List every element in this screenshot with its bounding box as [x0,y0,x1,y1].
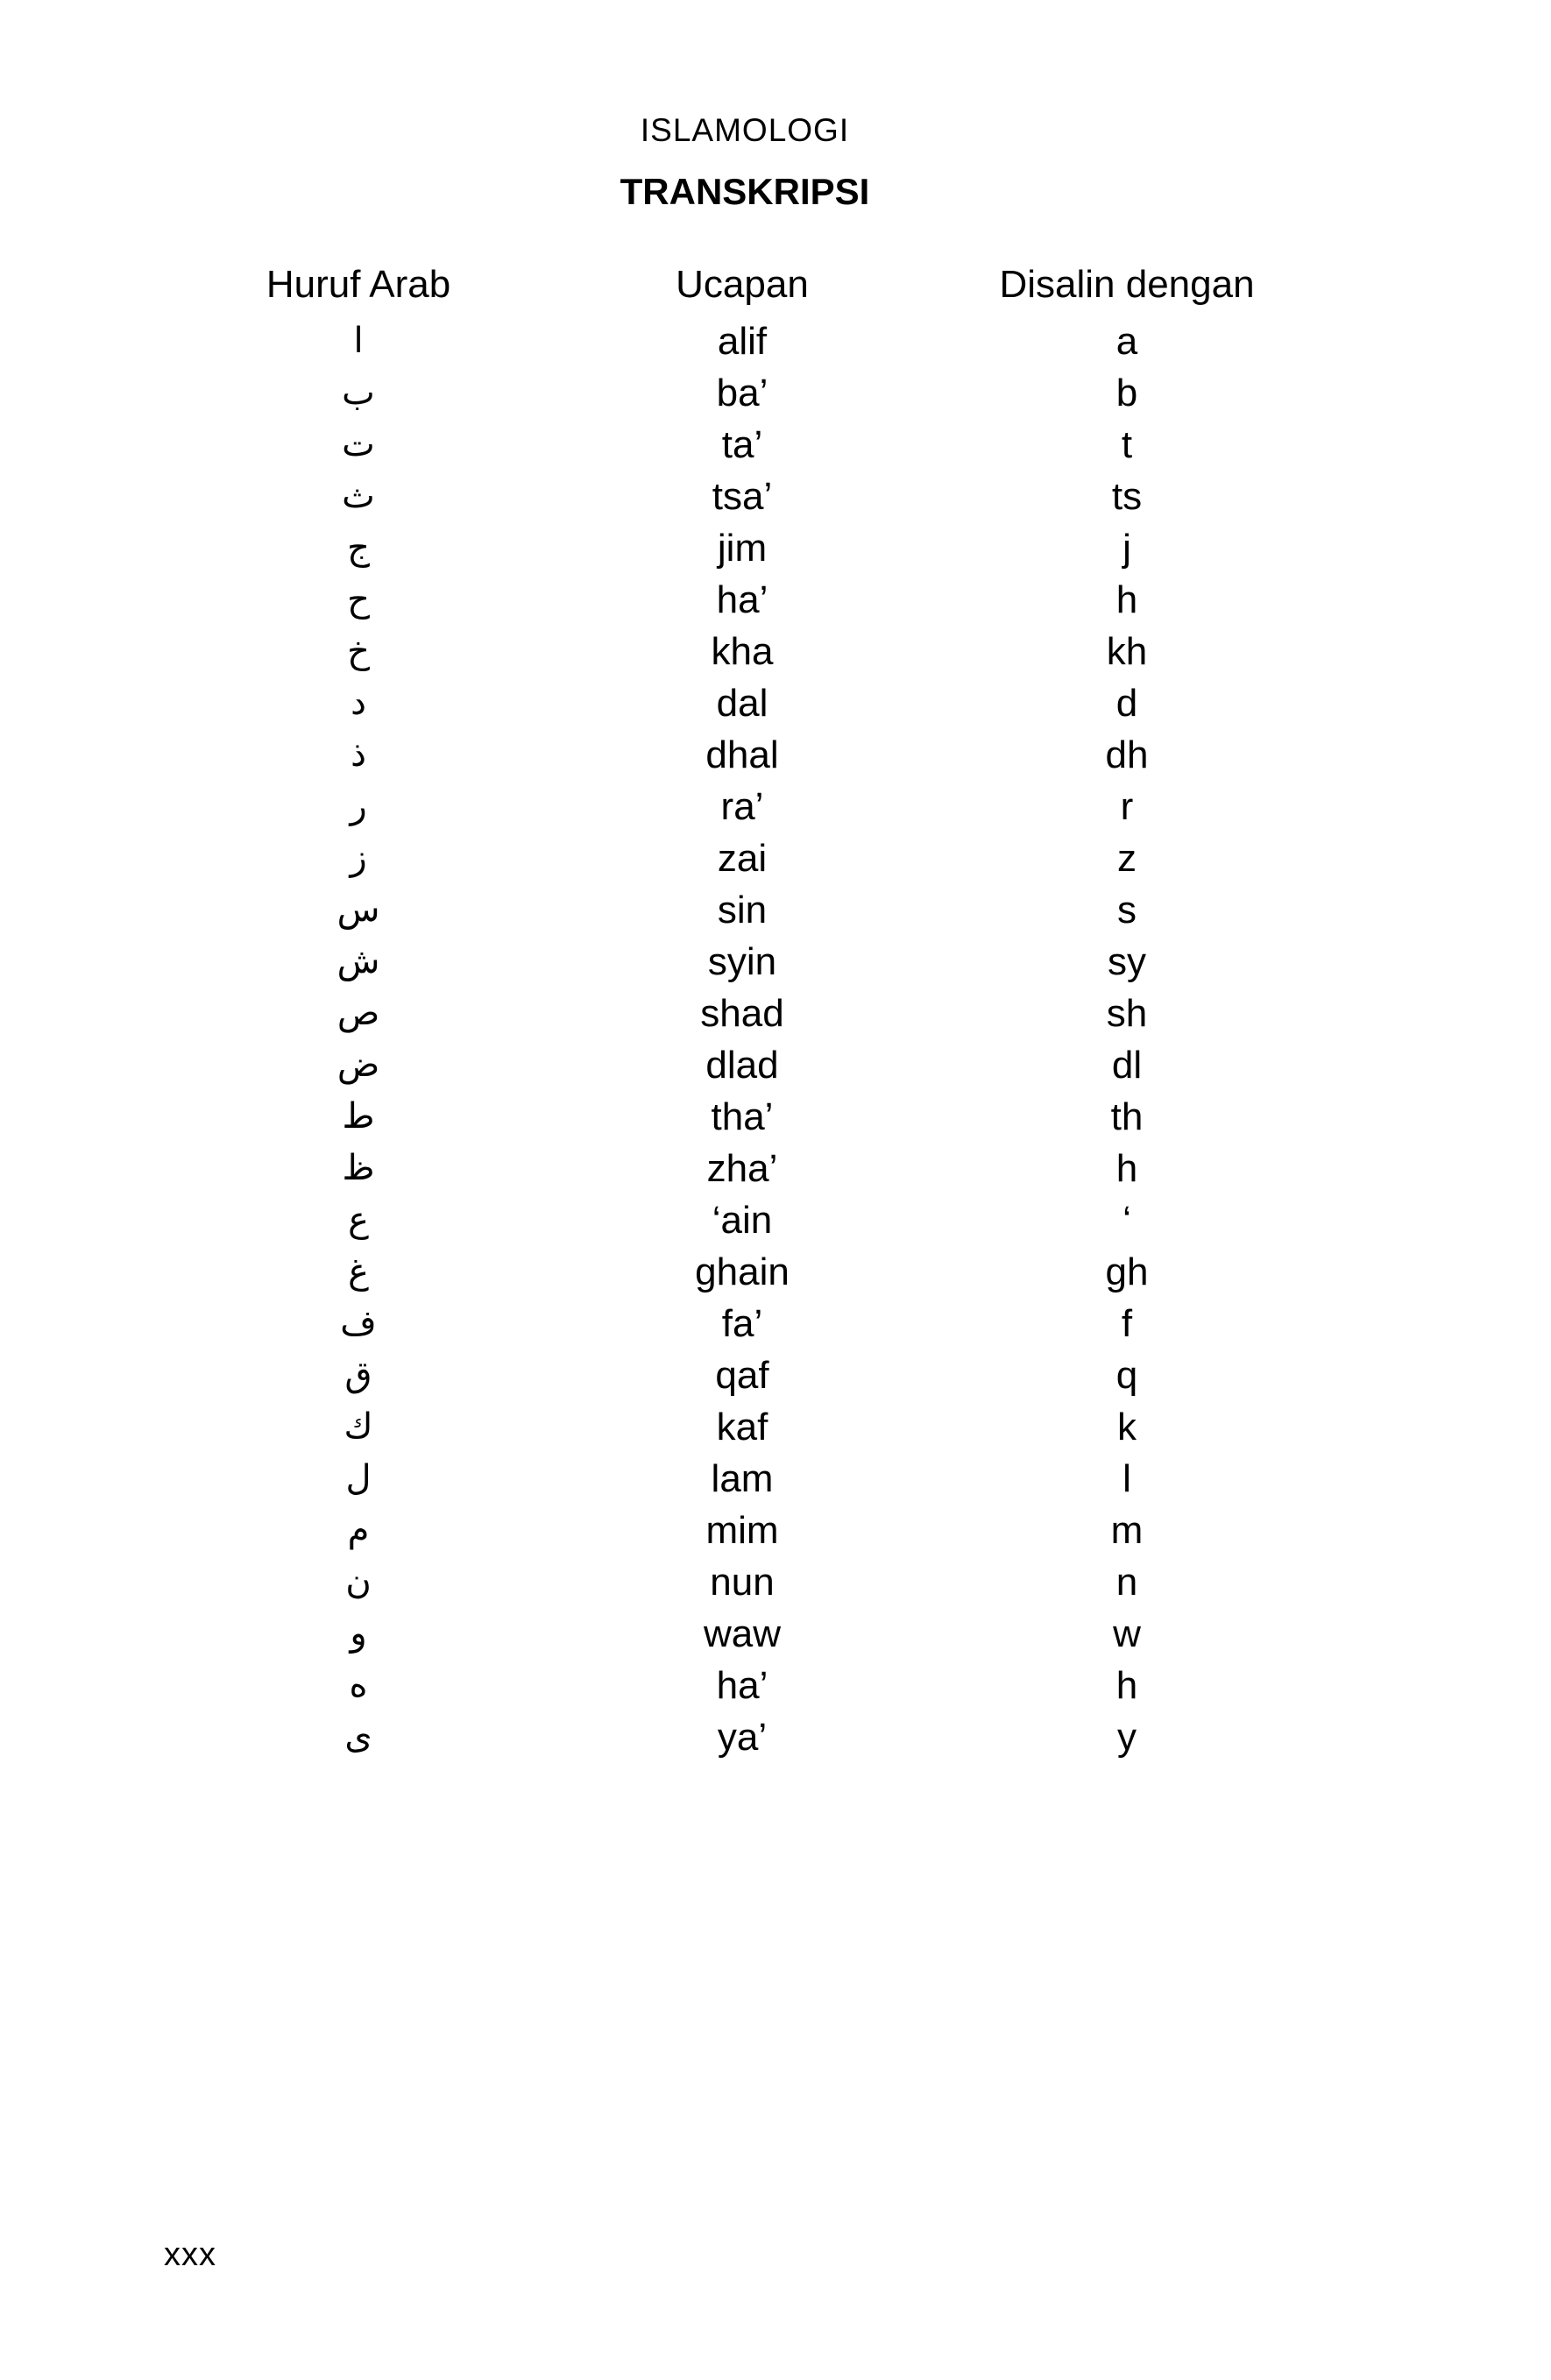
arabic-letter: د [351,683,366,723]
arabic-letter: غ [348,1251,369,1292]
transliteration: dl [1111,1044,1143,1087]
pronunciation: ha’ [716,578,768,621]
transliteration: h [1115,578,1138,621]
table-row [0,781,1551,832]
pronunciation: ha’ [716,1664,768,1707]
arabic-letter: ه [349,1665,368,1705]
transliteration: j [1123,527,1131,570]
arabic-letter: و [350,1613,367,1654]
table-row [0,1505,1551,1556]
transliteration: q [1115,1354,1138,1397]
column-header-huruf-arab: Huruf Arab [266,263,451,306]
running-head: ISLAMOLOGI [640,112,850,148]
table-row [0,367,1551,419]
transliteration: d [1115,682,1138,725]
table-row [0,1556,1551,1608]
table-row [0,832,1551,884]
page-title: TRANSKRIPSI [620,171,870,212]
pronunciation: sin [717,889,768,931]
transcription-table-header [0,263,1551,315]
arabic-letter: ر [350,786,367,826]
arabic-letter: ع [348,1200,369,1240]
arabic-letter: س [336,889,380,930]
transliteration: f [1121,1302,1133,1345]
table-row [0,1091,1551,1143]
pronunciation: ra’ [720,785,764,828]
arabic-letter: ت [342,424,375,464]
transliteration: h [1115,1147,1138,1190]
pronunciation: zai [717,837,768,880]
page-number: xxx [164,2236,216,2273]
transliteration: ts [1111,475,1143,518]
transliteration: t [1121,423,1133,466]
arabic-letter: ل [345,1458,372,1498]
pronunciation: ghain [695,1250,790,1293]
table-row [0,1660,1551,1711]
arabic-letter: خ [347,631,370,671]
pronunciation: ya’ [717,1716,768,1759]
arabic-letter: ج [347,528,370,568]
arabic-letter: ب [342,372,375,413]
arabic-letter: ث [342,476,375,516]
transliteration: y [1117,1716,1137,1759]
pronunciation: zha’ [706,1147,778,1190]
transliteration: l [1123,1457,1131,1500]
column-header-ucapan: Ucapan [676,263,809,306]
transcription-table-body [0,315,1551,1763]
arabic-letter: ض [336,1045,380,1085]
transliteration: gh [1105,1250,1149,1293]
transliteration: r [1120,785,1134,828]
table-row [0,884,1551,936]
arabic-letter: ص [336,993,380,1033]
table-row [0,419,1551,471]
arabic-letter: ز [350,838,367,878]
transliteration: h [1115,1664,1138,1707]
table-row [0,471,1551,522]
pronunciation: alif [717,320,768,363]
column-header-disalin-dengan: Disalin dengan [999,263,1255,306]
table-row [0,1608,1551,1660]
pronunciation: shad [700,992,784,1035]
table-row [0,1349,1551,1401]
transliteration: a [1115,320,1138,363]
pronunciation: kaf [716,1406,768,1449]
transliteration: ‘ [1123,1199,1131,1242]
pronunciation: waw [703,1612,782,1655]
arabic-letter: ط [342,1096,375,1137]
table-row [0,1143,1551,1194]
table-row [0,574,1551,626]
table-row [0,936,1551,988]
arabic-letter: ش [336,941,380,981]
arabic-letter: ك [343,1406,373,1447]
pronunciation: dlad [705,1044,779,1087]
pronunciation: jim [717,527,768,570]
transliteration: sy [1108,940,1146,983]
pronunciation: ba’ [716,372,768,414]
transliteration: kh [1106,630,1148,673]
pronunciation: mim [705,1509,779,1552]
table-row [0,1246,1551,1298]
table-row [0,729,1551,781]
transliteration: th [1110,1095,1144,1138]
arabic-letter: ح [347,579,370,620]
arabic-letter: ظ [342,1148,375,1188]
table-row [0,315,1551,367]
transliteration: w [1113,1612,1141,1655]
transliteration: sh [1106,992,1148,1035]
pronunciation: dhal [705,733,779,776]
table-row [0,1298,1551,1349]
transliteration: k [1117,1406,1137,1449]
pronunciation: nun [710,1561,775,1604]
table-row [0,988,1551,1039]
arabic-letter: ا [353,321,364,361]
transliteration: s [1117,889,1137,931]
pronunciation: qaf [715,1354,769,1397]
arabic-letter: ذ [351,734,366,775]
arabic-letter: ق [344,1355,372,1395]
pronunciation: ta’ [721,423,763,466]
transliteration: b [1115,372,1138,414]
table-row [0,1194,1551,1246]
pronunciation: dal [716,682,768,725]
table-row [0,1401,1551,1453]
transliteration: m [1110,1509,1144,1552]
table-row [0,626,1551,677]
table-row [0,1711,1551,1763]
pronunciation: syin [707,940,777,983]
arabic-letter: ن [345,1562,372,1602]
table-row [0,677,1551,729]
transliteration: n [1115,1561,1138,1604]
pronunciation: kha [711,630,774,673]
arabic-letter: ى [344,1717,372,1757]
pronunciation: tha’ [711,1095,774,1138]
arabic-letter: ف [340,1303,377,1343]
pronunciation: tsa’ [712,475,773,518]
table-row [0,522,1551,574]
arabic-letter: م [347,1510,370,1550]
table-row [0,1453,1551,1505]
table-row [0,1039,1551,1091]
transliteration: dh [1105,733,1149,776]
pronunciation: ‘ain [712,1199,773,1242]
pronunciation: lam [711,1457,774,1500]
pronunciation: fa’ [721,1302,763,1345]
transliteration: z [1117,837,1137,880]
